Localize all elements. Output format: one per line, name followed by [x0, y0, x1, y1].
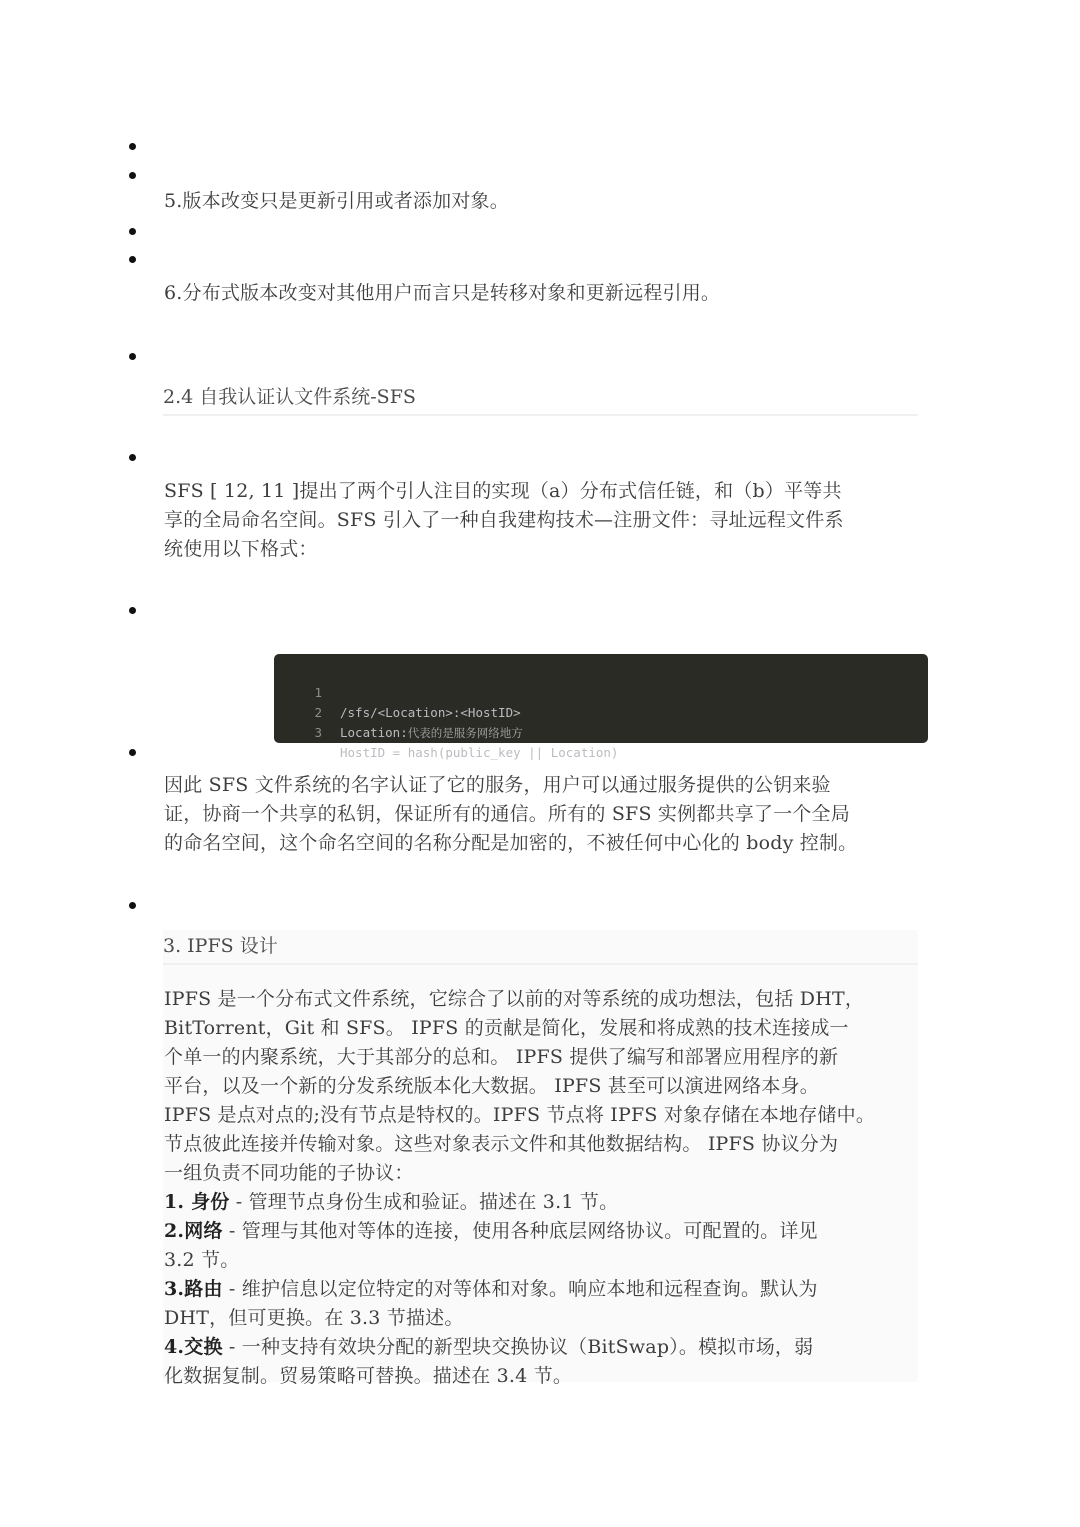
paragraph-line: BitTorrent，Git 和 SFS。 IPFS 的贡献是简化，发展和将成熟的技术连接成一 [164, 1017, 849, 1039]
paragraph-line: 的命名空间，这个命名空间的名称分配是加密的，不被任何中心化的 body 控制。 [164, 832, 858, 854]
list-item-5: 5.版本改变只是更新引用或者添加对象。 [164, 190, 509, 212]
paragraph-line: 一组负责不同功能的子协议： [164, 1162, 414, 1184]
list-bullet [129, 454, 136, 461]
protocol-description-cont: DHT，但可更换。在 3.3 节描述。 [164, 1307, 464, 1329]
list-bullet [129, 172, 136, 179]
protocol-description-cont: 化数据复制。贸易策略可替换。描述在 3.4 节。 [164, 1365, 573, 1387]
paragraph-line: 因此 SFS 文件系统的名字认证了它的服务，用户可以通过服务提供的公钥来验 [164, 774, 831, 796]
protocol-number: 2. [164, 1220, 185, 1242]
protocol-term: 身份 [191, 1191, 230, 1213]
code-comment: 代表的是服务网络地方 [407, 726, 523, 740]
protocol-number: 4. [164, 1336, 185, 1358]
list-item-6: 6.分布式版本改变对其他用户而言只是转移对象和更新远程引用。 [164, 282, 721, 304]
protocol-description: - 管理与其他对等体的连接，使用各种底层网络协议。可配置的。详见 [222, 1220, 818, 1242]
code-text: HostID = hash(public_key || Location) [340, 745, 619, 760]
protocol-term: 路由 [184, 1278, 223, 1300]
code-text [340, 723, 523, 743]
protocol-item-exchange [164, 1333, 920, 1391]
paragraph-line: 个单一的内聚系统，大于其部分的总和。 IPFS 提供了编写和部署应用程序的新 [164, 1046, 839, 1068]
protocol-description: - 管理节点身份生成和验证。描述在 3.1 节。 [229, 1191, 619, 1213]
paragraph-line: 证，协商一个共享的私钥，保证所有的通信。所有的 SFS 实例都共享了一个全局 [164, 803, 850, 825]
code-keyword: Location: [340, 725, 408, 740]
ipfs-design-paragraph [164, 985, 920, 1391]
paragraph-line: 统使用以下格式： [164, 538, 318, 560]
protocol-description-cont: 3.2 节。 [164, 1249, 240, 1271]
code-text: /sfs/<Location>:<HostID> [340, 705, 521, 720]
protocol-item-identity [164, 1188, 920, 1217]
line-number: 2 [314, 705, 322, 720]
list-bullet [129, 228, 136, 235]
section-heading-2-4: 2.4 自我认证认文件系统-SFS [163, 382, 918, 416]
paragraph-line: 享的全局命名空间。SFS 引入了一种自我建构技术—注册文件：寻址远程文件系 [164, 509, 844, 531]
list-bullet [129, 353, 136, 360]
protocol-description: - 维护信息以定位特定的对等体和对象。响应本地和远程查询。默认为 [222, 1278, 818, 1300]
code-block [274, 654, 928, 760]
protocol-term: 网络 [184, 1220, 223, 1242]
list-bullet [129, 607, 136, 614]
list-bullet [129, 143, 136, 150]
line-number: 3 [314, 725, 322, 740]
line-number: 1 [314, 685, 322, 700]
protocol-item-network [164, 1217, 920, 1275]
list-bullet [129, 902, 136, 909]
protocol-number: 3. [164, 1278, 185, 1300]
paragraph-line: IPFS 是一个分布式文件系统，它综合了以前的对等系统的成功想法，包括 DHT， [164, 988, 865, 1010]
section-heading-3: 3. IPFS 设计 [163, 931, 918, 965]
list-bullet [129, 749, 136, 756]
protocol-term: 交换 [184, 1336, 223, 1358]
protocol-number: 1. [164, 1191, 192, 1213]
sfs-summary-paragraph [164, 771, 920, 858]
protocol-description: - 一种支持有效块分配的新型块交换协议（BitSwap）。模拟市场，弱 [222, 1336, 814, 1358]
list-bullet [129, 256, 136, 263]
sfs-intro-paragraph [164, 477, 920, 564]
protocol-item-routing [164, 1275, 920, 1333]
paragraph-line: IPFS 是点对点的;没有节点是特权的。IPFS 节点将 IPFS 对象存储在本地存储中。 [164, 1104, 876, 1126]
paragraph-line: 节点彼此连接并传输对象。这些对象表示文件和其他数据结构。 IPFS 协议分为 [164, 1133, 839, 1155]
paragraph-line: SFS [ 12, 11 ]提出了两个引人注目的实现（a）分布式信任链，和（b）平等共 [164, 480, 842, 502]
code-line [274, 663, 521, 720]
paragraph-line: 平台，以及一个新的分发系统版本化大数据。 IPFS 甚至可以演进网络本身。 [164, 1075, 819, 1097]
